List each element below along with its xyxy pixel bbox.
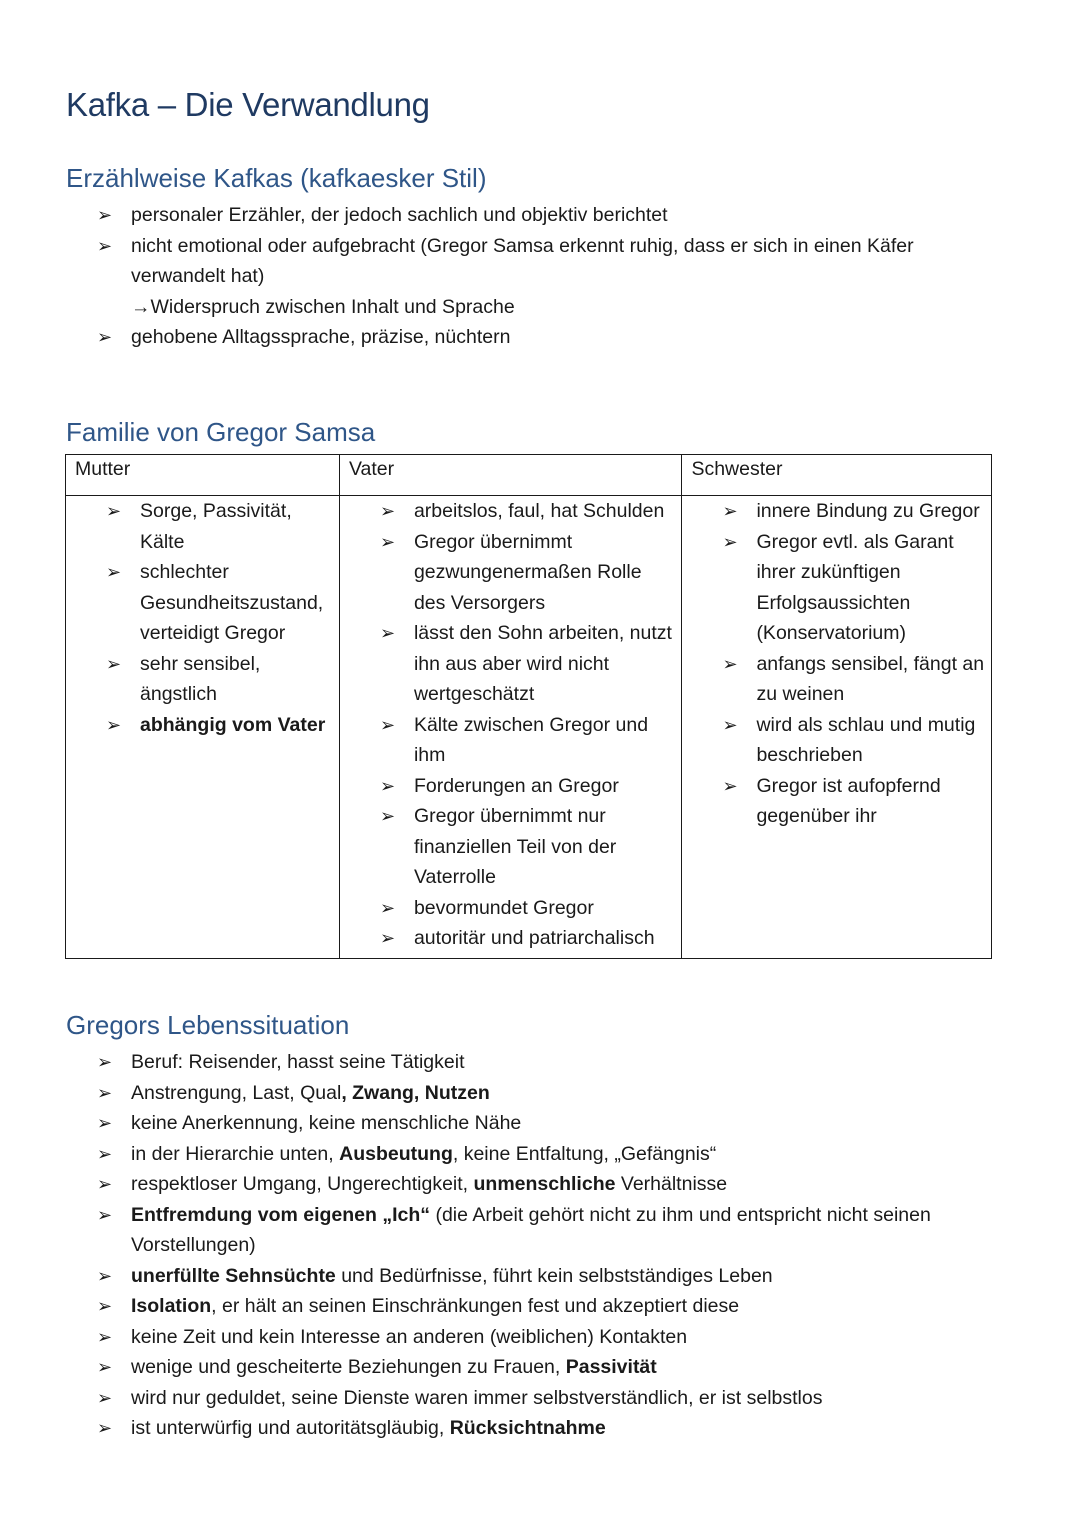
vater-list (380, 496, 676, 954)
arrowhead-bullet-icon: ➢ (97, 205, 113, 225)
arrowhead-bullet-icon: ➢ (106, 501, 122, 521)
arrowhead-bullet-icon: ➢ (97, 235, 113, 256)
widerspruch-note: →Widerspruch zwischen Inhalt und Sprache (131, 295, 515, 318)
list-item: ➢ keine Zeit und kein Interesse an anderen (weiblichen) Kontakten (97, 1322, 957, 1353)
lebenssituation-list (97, 1047, 957, 1444)
arrowhead-bullet-icon: ➢ (722, 714, 738, 735)
arrowhead-bullet-icon: ➢ (106, 562, 122, 582)
list-item: ➢ in der Hierarchie unten, Ausbeutung, keine Entfaltung, „Gefängnis“ (97, 1139, 957, 1170)
list-item: ➢ gehobene Alltagssprache, präzise, nüchtern (97, 322, 957, 353)
arrowhead-bullet-icon: ➢ (97, 1143, 113, 1164)
list-item: ➢ keine Anerkennung, keine menschliche Nähe (97, 1108, 957, 1139)
list-item: ➢ innere Bindung zu Gregor (722, 496, 985, 527)
arrowhead-bullet-icon: ➢ (97, 1113, 113, 1133)
arrowhead-bullet-icon: ➢ (379, 531, 396, 552)
arrowhead-bullet-icon: ➢ (106, 653, 122, 674)
arrowhead-bullet-icon: ➢ (97, 1174, 113, 1194)
arrowhead-bullet-icon: ➢ (97, 1296, 113, 1316)
arrowhead-bullet-icon: ➢ (97, 327, 113, 347)
arrowhead-bullet-icon: ➢ (379, 775, 396, 796)
arrowhead-bullet-icon: ➢ (97, 1387, 113, 1408)
list-item: ➢ Gregor übernimmt gezwungenermaßen Rolle des Versorgers (380, 527, 676, 619)
arrowhead-bullet-icon: ➢ (97, 1418, 113, 1438)
list-item: ➢ wird als schlau und mutig beschrieben (722, 710, 985, 771)
section-heading-erzaehlweise: Erzählweise Kafkas (kafkaesker Stil) (66, 163, 487, 193)
schwester-list (722, 496, 985, 832)
list-item: ➢ Kälte zwischen Gregor und ihm (380, 710, 676, 771)
arrowhead-bullet-icon: ➢ (379, 806, 396, 826)
erzaehlweise-list (97, 200, 957, 353)
table-row (66, 496, 992, 959)
list-item: ➢ Isolation, er hält an seinen Einschränkungen fest und akzeptiert diese (97, 1291, 957, 1322)
list-item: ➢ Gregor ist aufopfernd gegenüber ihr (722, 771, 985, 832)
arrowhead-bullet-icon: ➢ (722, 653, 738, 674)
arrowhead-bullet-icon: ➢ (97, 1265, 113, 1286)
list-item: ➢ personaler Erzähler, der jedoch sachlich und objektiv berichtet (97, 200, 957, 231)
list-item: ➢ Forderungen an Gregor (380, 771, 676, 802)
document-title: Kafka – Die Verwandlung (66, 86, 430, 123)
list-item: ➢ schlechter Gesundheitszustand, verteidigt Gregor (106, 557, 333, 649)
list-item: ➢ wird nur geduldet, seine Dienste waren immer selbstverständlich, er ist selbstlos (97, 1383, 957, 1414)
arrowhead-bullet-icon: ➢ (379, 897, 396, 918)
list-item: ➢ unerfüllte Sehnsüchte und Bedürfnisse, führt kein selbstständiges Leben (97, 1261, 957, 1292)
list-item: ➢ Entfremdung vom eigenen „Ich“ (die Arbeit gehört nicht zu ihm und entspricht nicht seinen Vorstellungen) (97, 1200, 957, 1261)
column-header-schwester: Schwester (682, 455, 992, 496)
list-item: ➢ anfangs sensibel, fängt an zu weinen (722, 649, 985, 710)
arrowhead-bullet-icon: ➢ (97, 1357, 113, 1377)
list-item: ➢ ist unterwürfig und autoritätsgläubig, Rücksichtnahme (97, 1413, 957, 1444)
list-item: ➢ bevormundet Gregor (380, 893, 676, 924)
arrowhead-bullet-icon: ➢ (722, 501, 738, 521)
list-item: ➢ Sorge, Passivität, Kälte (106, 496, 333, 557)
vater-cell (339, 496, 682, 959)
arrowhead-bullet-icon: ➢ (97, 1204, 113, 1225)
list-item: ➢ Anstrengung, Last, Qual, Zwang, Nutzen (97, 1078, 957, 1109)
table-header-row (66, 455, 992, 496)
list-item: ➢ respektloser Umgang, Ungerechtigkeit, unmenschliche Verhältnisse (97, 1169, 957, 1200)
list-item: ➢ Gregor übernimmt nur finanziellen Teil von der Vaterrolle (380, 801, 676, 893)
arrowhead-bullet-icon: ➢ (97, 1326, 113, 1347)
arrowhead-bullet-icon: ➢ (97, 1052, 113, 1072)
list-item: ➢ Beruf: Reisender, hasst seine Tätigkeit (97, 1047, 957, 1078)
arrowhead-bullet-icon: ➢ (379, 501, 396, 521)
list-item: ➢ lässt den Sohn arbeiten, nutzt ihn aus aber wird nicht wertgeschätzt (380, 618, 676, 710)
arrowhead-bullet-icon: ➢ (722, 531, 738, 552)
arrowhead-bullet-icon: ➢ (379, 714, 396, 735)
arrowhead-bullet-icon: ➢ (97, 1082, 113, 1103)
list-item: ➢ sehr sensibel, ängstlich (106, 649, 333, 710)
list-item: ➢ nicht emotional oder aufgebracht (Gregor Samsa erkennt ruhig, dass er sich in einen Käfer verwandelt hat) →Widerspruch zwischen Inhalt und Sprache (97, 231, 957, 323)
arrowhead-bullet-icon: ➢ (722, 775, 738, 796)
family-table (65, 454, 992, 959)
list-item: ➢ abhängig vom Vater (106, 710, 333, 741)
mutter-cell (66, 496, 340, 959)
list-item: ➢ wenige und gescheiterte Beziehungen zu Frauen, Passivität (97, 1352, 957, 1383)
arrowhead-bullet-icon: ➢ (106, 714, 122, 735)
schwester-cell (682, 496, 992, 959)
arrowhead-bullet-icon: ➢ (379, 928, 396, 948)
section-heading-lebenssituation: Gregors Lebenssituation (66, 1010, 350, 1040)
column-header-vater: Vater (339, 455, 682, 496)
column-header-mutter: Mutter (66, 455, 340, 496)
arrowhead-bullet-icon: ➢ (379, 623, 396, 643)
list-item: ➢ Gregor evtl. als Garant ihrer zukünftigen Erfolgsaussichten (Konservatorium) (722, 527, 985, 649)
section-heading-familie: Familie von Gregor Samsa (66, 417, 376, 447)
list-item: ➢ arbeitslos, faul, hat Schulden (380, 496, 676, 527)
mutter-list (106, 496, 333, 740)
list-item: ➢ autoritär und patriarchalisch (380, 923, 676, 954)
